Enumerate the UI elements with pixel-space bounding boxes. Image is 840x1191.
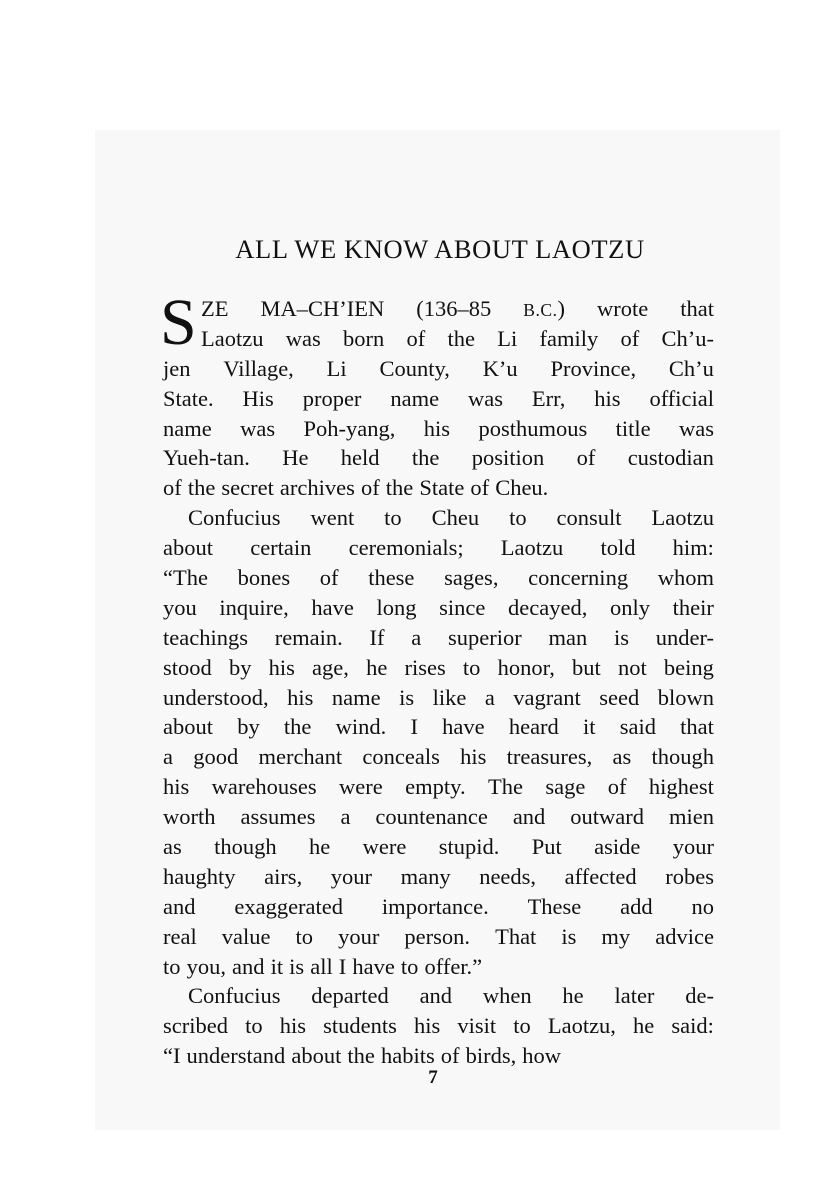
word: wind.	[335, 714, 387, 740]
word: visit	[457, 1013, 497, 1039]
word: conceals	[362, 744, 440, 770]
word: highest	[648, 774, 714, 800]
word: ceremonials;	[348, 535, 464, 561]
word: departed	[311, 983, 389, 1009]
word: to	[509, 505, 527, 531]
word: his	[423, 415, 451, 441]
word: is	[399, 684, 415, 710]
word: age,	[312, 654, 349, 680]
chapter-title: ALL WE KNOW ABOUT LAOTZU	[235, 234, 645, 264]
word: held	[340, 445, 380, 471]
word: my	[601, 923, 631, 949]
word: wrote	[596, 296, 649, 321]
word: of	[440, 1043, 460, 1069]
word: superior	[448, 624, 522, 650]
word: a	[484, 684, 495, 710]
word: were	[339, 774, 383, 800]
text-line	[163, 593, 714, 623]
text-line	[163, 354, 714, 384]
word: official	[649, 385, 714, 411]
word: and	[232, 953, 265, 979]
word: no	[691, 893, 714, 919]
word: have	[352, 953, 395, 979]
word: worth	[163, 804, 216, 830]
word: County,	[379, 355, 450, 381]
word: teachings	[163, 624, 248, 650]
word: custodian	[627, 445, 714, 471]
word: That	[495, 923, 537, 949]
word: his	[268, 654, 295, 680]
word: empty.	[405, 774, 466, 800]
word: understand	[186, 1043, 286, 1069]
word: the	[447, 325, 475, 351]
word: airs,	[264, 863, 303, 889]
word: The	[487, 774, 523, 800]
word: was	[467, 385, 503, 411]
word: Confucius	[188, 505, 281, 531]
word: these	[368, 565, 415, 591]
word: Li	[497, 325, 518, 351]
word: his	[460, 744, 487, 770]
word: archives	[279, 475, 355, 501]
word: K’u	[482, 355, 518, 381]
text-line	[163, 712, 714, 742]
word: many	[400, 863, 451, 889]
word: not	[617, 654, 647, 680]
word: exaggerated	[234, 893, 344, 919]
word: name	[390, 385, 440, 411]
word: your	[330, 863, 373, 889]
text-line	[163, 533, 714, 563]
word: I	[338, 953, 347, 979]
word: is	[561, 923, 577, 949]
word: born	[342, 325, 385, 351]
word: These	[527, 893, 582, 919]
word: State.	[163, 385, 214, 411]
word: jen	[163, 355, 191, 381]
word: being	[663, 654, 714, 680]
word: sages,	[444, 565, 499, 591]
word: Laotzu,	[547, 1013, 616, 1039]
word: said	[619, 714, 656, 740]
word: understood,	[163, 684, 269, 710]
text-line	[163, 623, 714, 653]
word: the	[283, 714, 312, 740]
word: certain	[250, 535, 312, 561]
word: countenance	[375, 804, 488, 830]
word: stupid.	[438, 834, 500, 860]
word: of	[620, 325, 640, 351]
word: since	[439, 594, 486, 620]
word: of	[319, 565, 339, 591]
word: about	[291, 1043, 342, 1069]
word: robes	[665, 863, 714, 889]
text-line	[163, 683, 714, 713]
word: to	[513, 1013, 531, 1039]
text-line	[163, 922, 714, 952]
text-line	[163, 563, 714, 593]
word: under-	[655, 624, 714, 650]
word: Ch’u	[668, 355, 714, 381]
word: it	[583, 714, 596, 740]
word: proper	[302, 385, 362, 411]
word: to	[384, 505, 402, 531]
word: when	[482, 983, 532, 1009]
word: Cheu	[431, 505, 480, 531]
word: Poh-yang,	[303, 415, 396, 441]
word: his	[287, 684, 314, 710]
word: later	[614, 983, 655, 1009]
word: advice	[655, 923, 714, 949]
word: mien	[668, 804, 714, 830]
word: that	[680, 714, 714, 740]
word: though	[214, 834, 277, 860]
word: person.	[404, 923, 471, 949]
word: ZE	[201, 296, 229, 321]
word: as	[612, 744, 632, 770]
word: and	[163, 893, 196, 919]
word: a	[411, 624, 422, 650]
word: he	[366, 654, 388, 680]
word: though	[651, 744, 714, 770]
word: outward	[570, 804, 645, 830]
word: seed	[599, 684, 640, 710]
word: their	[672, 594, 714, 620]
word: whom	[657, 565, 714, 591]
word: the	[347, 1043, 375, 1069]
word: bones	[237, 565, 291, 591]
drop-cap: S	[160, 286, 197, 359]
text-line	[163, 324, 714, 354]
word: to	[400, 953, 419, 979]
text-line	[163, 742, 714, 772]
word: birds,	[465, 1043, 517, 1069]
word: of	[360, 475, 380, 501]
word: needs,	[479, 863, 537, 889]
page-number: 7	[428, 1067, 438, 1088]
word: State	[419, 475, 465, 501]
word: I	[410, 714, 418, 740]
word: you,	[186, 953, 226, 979]
word: the	[411, 445, 440, 471]
word: and	[419, 983, 453, 1009]
word: about	[163, 714, 213, 740]
word: consult	[556, 505, 622, 531]
word: add	[620, 893, 653, 919]
word: name	[163, 415, 212, 441]
word: concerning	[528, 565, 629, 591]
word: all	[310, 953, 333, 979]
text-line	[163, 414, 714, 444]
word: about	[163, 535, 213, 561]
word: position	[471, 445, 545, 471]
word: offer.”	[424, 953, 483, 979]
word: treasures,	[506, 744, 593, 770]
word: his	[163, 774, 190, 800]
word: students	[323, 1013, 397, 1039]
word: haughty	[163, 863, 236, 889]
word: and	[512, 804, 546, 830]
word: Village,	[223, 355, 294, 381]
word: to	[462, 654, 481, 680]
word: Laotzu	[201, 325, 264, 351]
word: by	[237, 714, 260, 740]
word: sage	[545, 774, 586, 800]
word: long	[376, 594, 417, 620]
word: was	[240, 415, 276, 441]
word: like	[432, 684, 467, 710]
text-line	[163, 1011, 714, 1041]
word: “The	[163, 565, 208, 591]
word: rises	[404, 654, 446, 680]
word: remain.	[274, 624, 343, 650]
word: Li	[326, 355, 347, 381]
word: blown	[657, 684, 714, 710]
word: Laotzu	[500, 535, 564, 561]
word: posthumous	[478, 415, 588, 441]
word: He	[282, 445, 309, 471]
word: Province,	[550, 355, 637, 381]
text-line	[163, 892, 714, 922]
word: MA–CH’IEN	[260, 296, 385, 321]
word: secret	[221, 475, 274, 501]
word: was	[678, 415, 714, 441]
word: to	[163, 953, 181, 979]
word: his	[279, 1013, 306, 1039]
word: have	[442, 714, 485, 740]
word: his	[413, 1013, 441, 1039]
word: importance.	[381, 893, 489, 919]
word: Cheu.	[495, 475, 549, 501]
text-line	[163, 443, 714, 473]
word: but	[572, 654, 601, 680]
text-line	[163, 802, 714, 832]
word: Put	[531, 834, 562, 860]
word: If	[369, 624, 385, 650]
word: title	[615, 415, 651, 441]
word: only	[610, 594, 651, 620]
word: the	[187, 475, 216, 501]
word: “I	[163, 1043, 181, 1069]
word: his	[594, 385, 621, 411]
word: as	[163, 834, 182, 860]
word: merchant	[258, 744, 343, 770]
small-caps: B.C.	[523, 300, 558, 320]
text-line	[163, 981, 714, 1011]
word: Laotzu	[651, 505, 714, 531]
word: he	[562, 983, 584, 1009]
word: Err,	[531, 385, 566, 411]
word: your	[672, 834, 714, 860]
word: de-	[685, 983, 714, 1009]
word: told	[600, 535, 636, 561]
word: have	[311, 594, 354, 620]
word: vagrant	[513, 684, 581, 710]
word: it	[270, 953, 284, 979]
word: the	[385, 475, 414, 501]
word: His	[242, 385, 274, 411]
text-line	[163, 653, 714, 683]
word: him:	[672, 535, 714, 561]
text-line	[163, 862, 714, 892]
word: real	[163, 923, 197, 949]
word: said:	[671, 1013, 714, 1039]
word: went	[310, 505, 355, 531]
word: B.C.)	[523, 296, 565, 321]
word: he	[309, 834, 331, 860]
word: Ch’u-	[661, 325, 714, 351]
word: warehouses	[211, 774, 317, 800]
word: man	[548, 624, 588, 650]
word: value	[221, 923, 271, 949]
word: he	[633, 1013, 655, 1039]
word: name	[331, 684, 381, 710]
word: scribed	[163, 1013, 228, 1039]
body-text	[160, 286, 714, 1071]
word: family	[539, 325, 599, 351]
text-line	[163, 832, 714, 862]
word: aside	[594, 834, 641, 860]
word: your	[338, 923, 380, 949]
word: habits	[380, 1043, 435, 1069]
text-line	[163, 952, 714, 982]
text-line	[163, 503, 714, 533]
word: inquire,	[219, 594, 289, 620]
word: a	[163, 744, 173, 770]
word: how	[522, 1043, 562, 1069]
word: to	[245, 1013, 263, 1039]
word: of	[470, 475, 490, 501]
word: were	[362, 834, 407, 860]
text-line	[163, 772, 714, 802]
word: of	[607, 774, 627, 800]
text-line	[163, 294, 714, 324]
word: assumes	[240, 804, 316, 830]
word: was	[285, 325, 321, 351]
word: is	[289, 953, 305, 979]
word: of	[163, 475, 182, 501]
text-line	[163, 473, 714, 503]
word: affected	[564, 863, 637, 889]
word: decayed,	[508, 594, 588, 620]
word: by	[228, 654, 252, 680]
word: of	[406, 325, 426, 351]
word: heard	[508, 714, 559, 740]
word: honor,	[497, 654, 555, 680]
word: to	[295, 923, 314, 949]
word: stood	[163, 654, 212, 680]
word: that	[680, 296, 714, 321]
word: of	[576, 445, 596, 471]
word: good	[193, 744, 239, 770]
word: Yueh-tan.	[163, 445, 250, 471]
word: you	[163, 594, 197, 620]
word: a	[340, 804, 351, 830]
word: is	[613, 624, 629, 650]
text-line	[163, 384, 714, 414]
word: Confucius	[188, 983, 281, 1009]
word: (136–85	[416, 296, 492, 321]
